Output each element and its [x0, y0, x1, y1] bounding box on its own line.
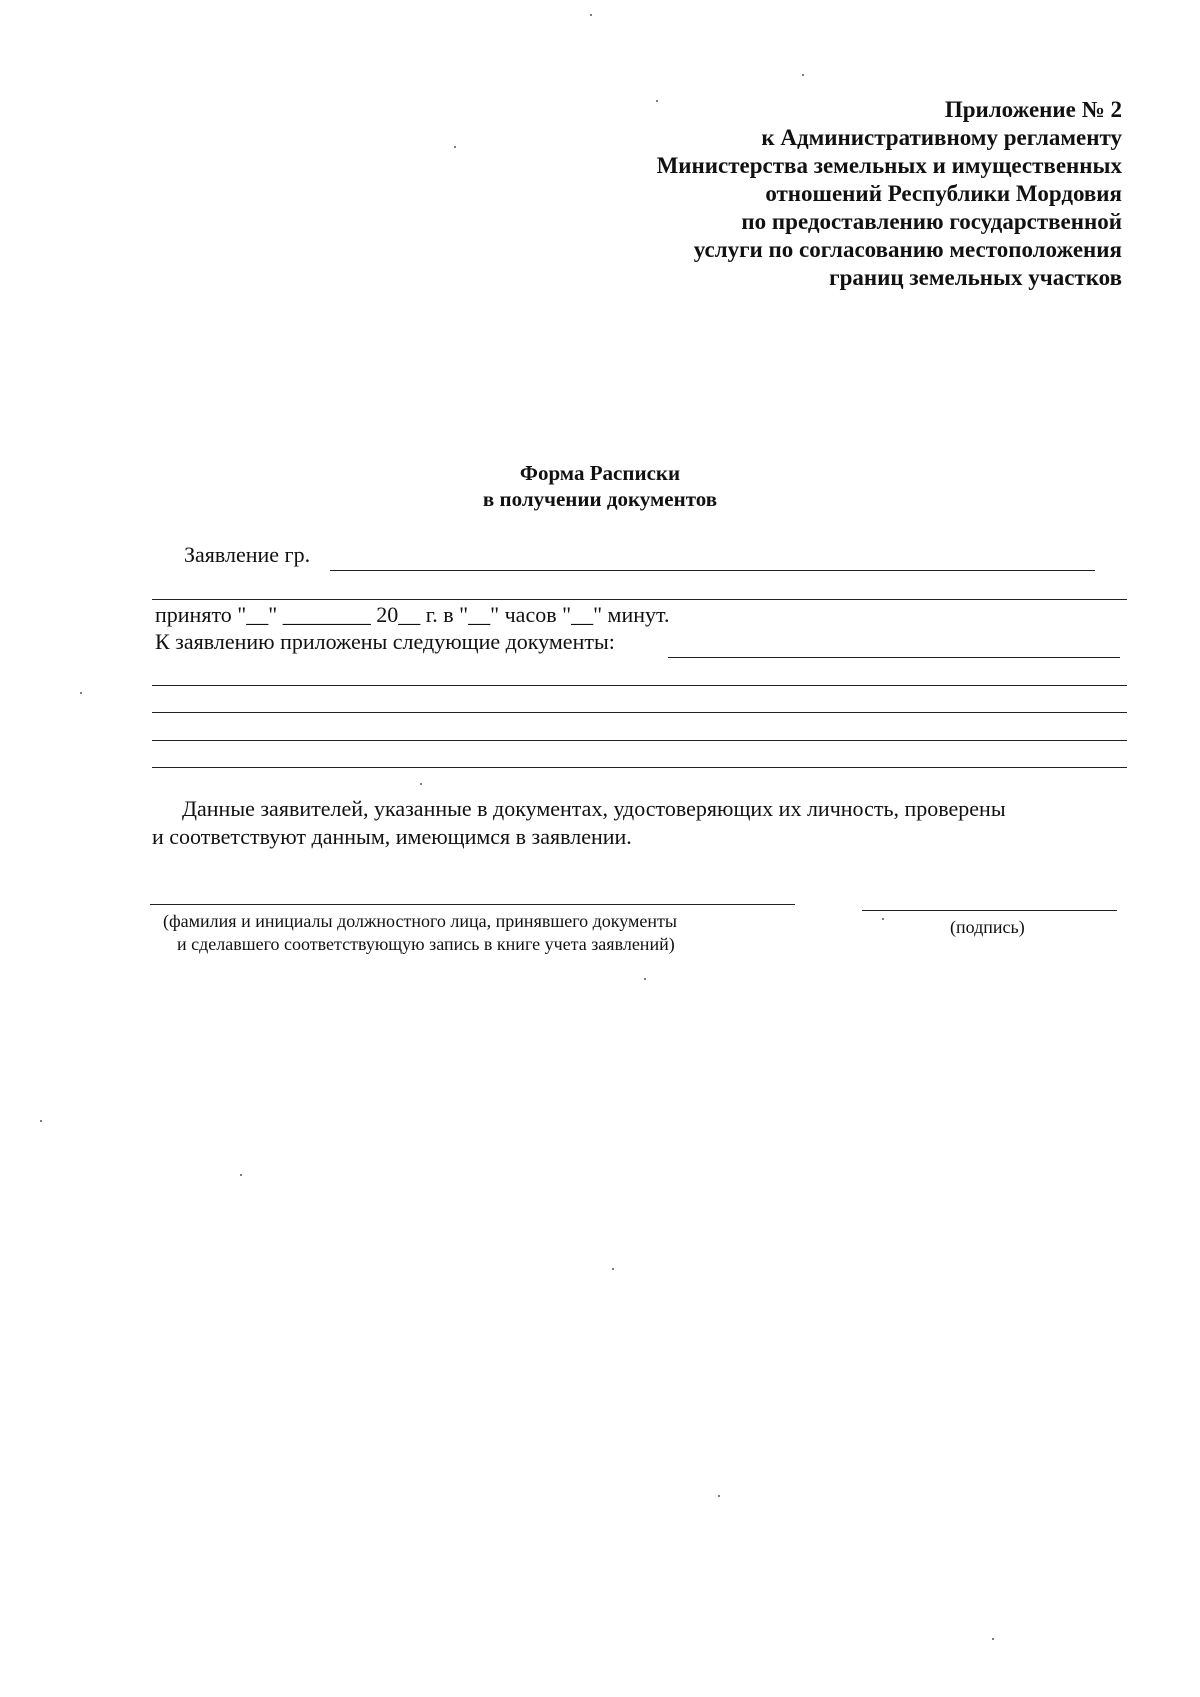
form-title	[0, 460, 1200, 512]
attached-documents-line-3[interactable]	[152, 712, 1127, 713]
verification-paragraph	[152, 795, 1127, 851]
appendix-line: отношений Республики Мордовия	[765, 181, 1122, 206]
official-caption-line2: и сделавшего соответствующую запись в книге учета заявлений)	[177, 934, 675, 954]
scan-speck	[240, 1174, 242, 1176]
scan-speck	[992, 1638, 994, 1640]
attached-documents-label: К заявлению приложены следующие документы:	[155, 629, 615, 654]
applicant-name-continuation-field[interactable]	[152, 599, 1127, 600]
appendix-header	[502, 96, 1122, 292]
verification-line1: Данные заявителей, указанные в документах, удостоверяющих их личность, проверены	[182, 796, 1006, 821]
scan-speck	[454, 146, 456, 148]
scan-speck	[612, 1268, 614, 1270]
verification-line2: и соответствуют данным, имеющимся в заявлении.	[152, 824, 632, 849]
scan-speck	[802, 74, 804, 76]
appendix-line: границ земельных участков	[829, 265, 1122, 290]
attached-documents-field[interactable]	[668, 657, 1120, 658]
attached-documents-line-2[interactable]	[152, 685, 1127, 686]
scan-speck	[644, 978, 646, 980]
appendix-line: услуги по согласованию местоположения	[693, 237, 1122, 262]
form-title-line1: Форма Расписки	[519, 461, 681, 485]
scan-speck	[40, 1120, 42, 1122]
scan-speck	[420, 783, 422, 785]
appendix-line: Приложение № 2	[944, 97, 1122, 122]
scan-speck	[80, 692, 82, 694]
signature-caption: (подпись)	[950, 917, 1025, 937]
application-label: Заявление гр.	[184, 542, 311, 567]
signature-field[interactable]	[862, 910, 1117, 911]
form-title-line2: в получении документов	[482, 487, 718, 511]
official-name-field[interactable]	[150, 904, 795, 905]
scan-speck	[590, 14, 592, 16]
accepted-datetime-line: принято "__" ________ 20__ г. в "__" часов "__" минут.	[155, 602, 670, 627]
appendix-line: по предоставлению государственной	[741, 209, 1122, 234]
appendix-line: к Административному регламенту	[761, 125, 1122, 150]
official-caption-line1: (фамилия и инициалы должностного лица, принявшего документы	[163, 911, 678, 931]
scan-speck	[882, 918, 884, 920]
scan-speck	[718, 1495, 720, 1497]
scan-speck	[656, 100, 658, 102]
applicant-name-field[interactable]	[330, 570, 1095, 571]
attached-documents-line-5[interactable]	[152, 767, 1127, 768]
appendix-line: Министерства земельных и имущественных	[656, 153, 1122, 178]
attached-documents-line-4[interactable]	[152, 740, 1127, 741]
